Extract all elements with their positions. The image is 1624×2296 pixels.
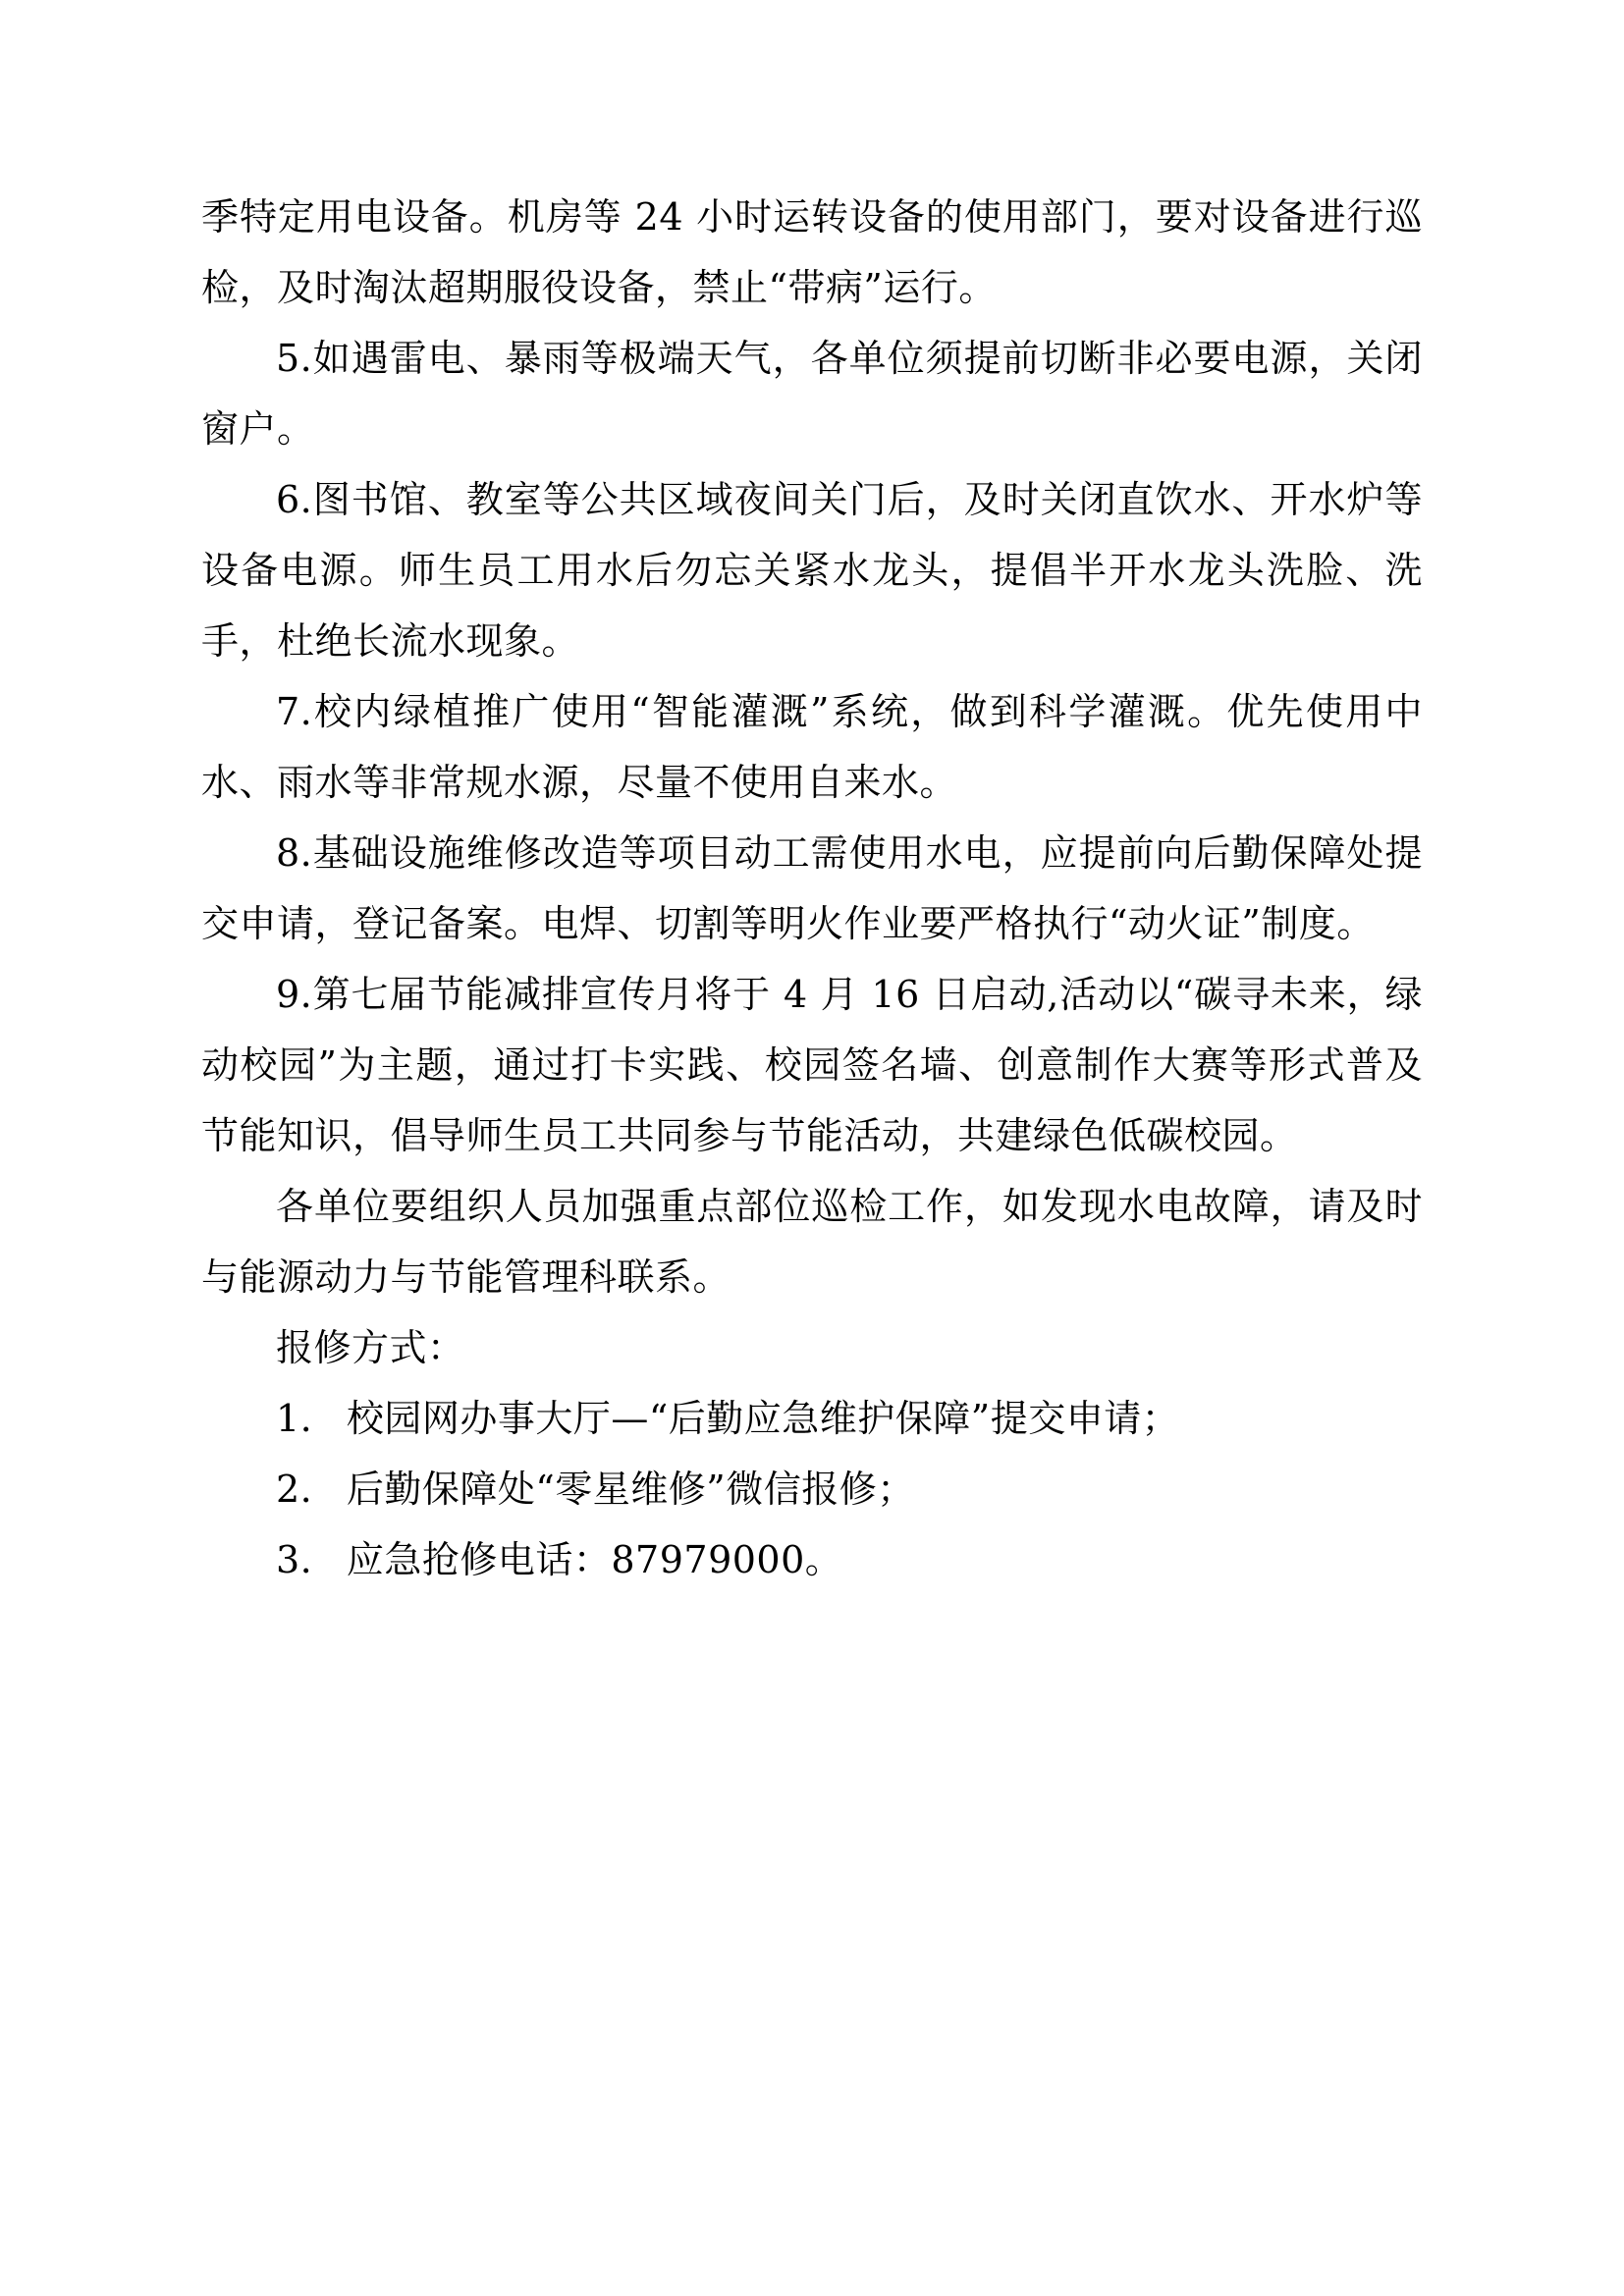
list-item-number: 1.	[276, 1397, 313, 1440]
paragraph-item-5: 5.如遇雷电、暴雨等极端天气，各单位须提前切断非必要电源，关闭窗户。	[201, 337, 1423, 451]
repair-methods-heading: 报修方式：	[276, 1326, 465, 1369]
list-item	[201, 1383, 1423, 1454]
document-body	[201, 182, 1423, 1595]
list-item-label: 应急抢修电话：87979000。	[346, 1538, 843, 1581]
paragraph-continuation: 季特定用电设备。机房等 24 小时运转设备的使用部门，要对设备进行巡检，及时淘汰超期服役设备，禁止“带病”运行。	[201, 195, 1423, 309]
paragraph-item-6: 6.图书馆、教室等公共区域夜间关门后，及时关闭直饮水、开水炉等设备电源。师生员工用水后勿忘关紧水龙头，提倡半开水龙头洗脸、洗手，杜绝长流水现象。	[201, 478, 1423, 663]
list-item-number: 3.	[276, 1538, 313, 1581]
paragraph-item-7: 7.校内绿植推广使用“智能灌溉”系统，做到科学灌溉。优先使用中水、雨水等非常规水源，尽量不使用自来水。	[201, 690, 1423, 804]
paragraph-item-9: 9.第七届节能减排宣传月将于 4 月 16 日启动,活动以“碳寻未来，绿动校园”为主题，通过打卡实践、校园签名墙、创意制作大赛等形式普及节能知识，倡导师生员工共同参与节能活动，共建绿色低碳校园。	[201, 973, 1423, 1157]
list-item	[201, 1454, 1423, 1524]
paragraph-item-8: 8.基础设施维修改造等项目动工需使用水电，应提前向后勤保障处提交申请，登记备案。电焊、切割等明火作业要严格执行“动火证”制度。	[201, 831, 1423, 945]
list-item	[201, 1524, 1423, 1595]
list-item-label: 校园网办事大厅—“后勤应急维护保障”提交申请；	[346, 1397, 1180, 1440]
paragraph-closing: 各单位要组织人员加强重点部位巡检工作，如发现水电故障，请及时与能源动力与节能管理科联系。	[201, 1185, 1423, 1299]
repair-methods-list	[201, 1383, 1423, 1595]
list-item-number: 2.	[276, 1468, 313, 1511]
list-item-label: 后勤保障处“零星维修”微信报修；	[346, 1468, 915, 1511]
